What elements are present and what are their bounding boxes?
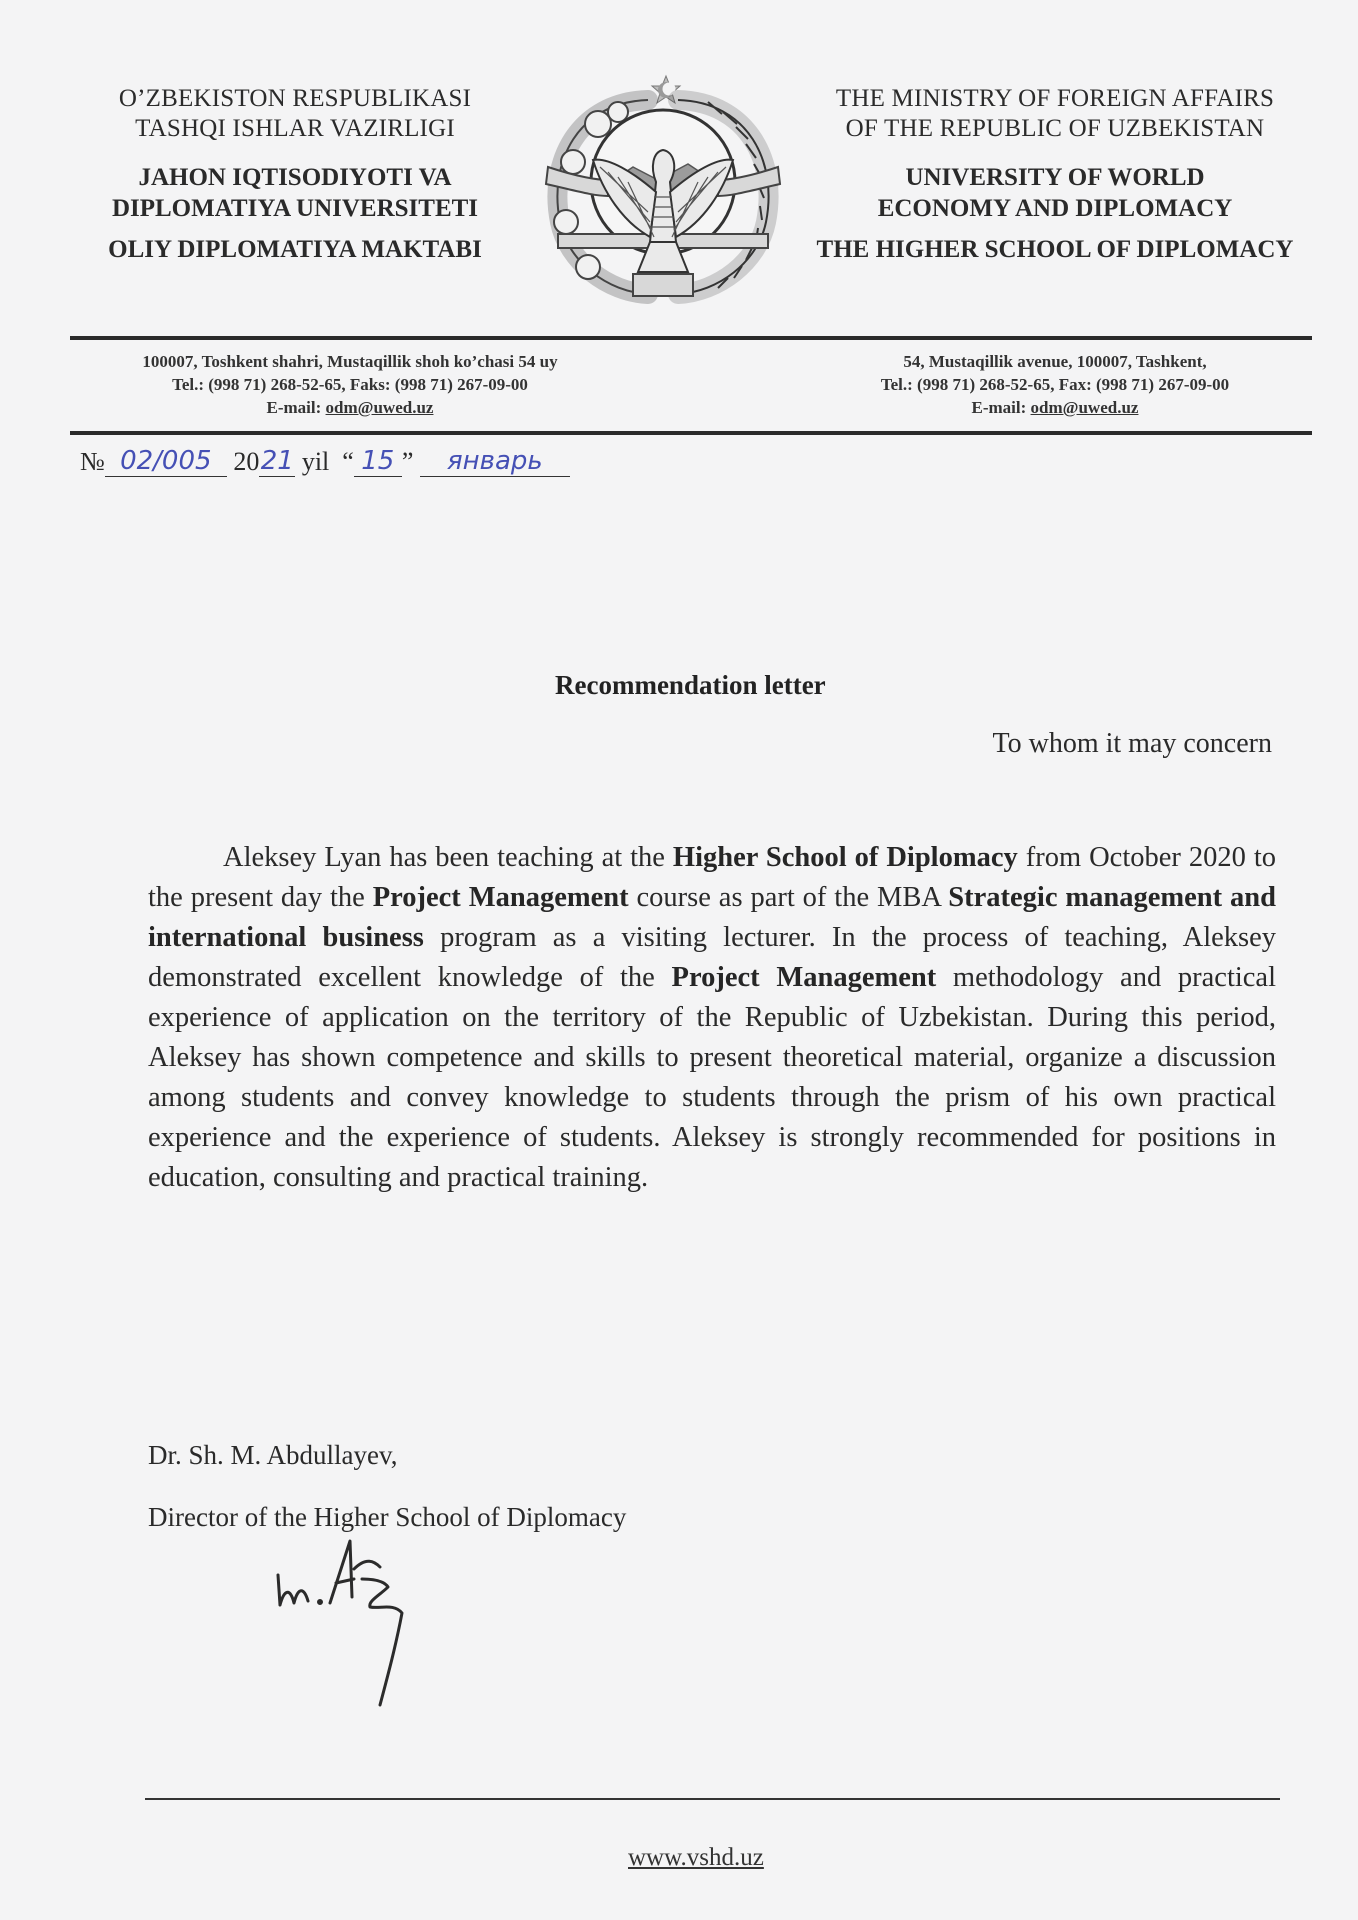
address-en-email-row <box>790 396 1320 419</box>
address-uz-line2: Tel.: (998 71) 268-52-65, Faks: (998 71) 267-09-00 <box>172 375 528 394</box>
address-uz-line1: 100007, Toshkent shahri, Mustaqillik shoh ko’chasi 54 uy <box>142 352 558 371</box>
address-en-line2: Tel.: (998 71) 268-52-65, Fax: (998 71) 267-09-00 <box>880 375 1230 394</box>
year-word: yil <box>301 447 330 476</box>
close-quote: ” <box>401 447 414 476</box>
open-quote: “ <box>342 447 354 476</box>
email-label: E-mail: <box>971 398 1031 417</box>
body-segment: program as a visiting lecturer. In the process of teaching, Aleksey demonstrated excellent knowledge of the <box>148 922 1276 993</box>
handwritten-signature-icon <box>270 1535 510 1715</box>
ministry-name-en-line2: OF THE REPUBLIC OF UZBEKISTAN <box>845 115 1265 142</box>
letterhead-right <box>790 84 1320 265</box>
registration-number: 02/005 <box>120 446 212 476</box>
address-uz-email-row <box>70 396 630 419</box>
letterhead-top-divider <box>70 336 1312 340</box>
letter-title: Recommendation letter <box>555 670 826 700</box>
year-prefix: 20 <box>233 447 260 476</box>
university-name-uz-line2: DIPLOMATIYA UNIVERSITETI <box>111 195 479 222</box>
university-name-en-line1: UNIVERSITY OF WORLD <box>905 164 1205 191</box>
month-field <box>420 446 570 477</box>
body-segment-bold: Higher School of Diplomacy <box>672 842 1018 873</box>
registration-number-field <box>105 446 227 477</box>
state-emblem-icon <box>538 72 788 307</box>
body-segment: course as part of the MBA <box>628 882 949 913</box>
email-label: E-mail: <box>266 398 326 417</box>
registration-line <box>80 446 570 477</box>
year-field <box>259 446 295 477</box>
signatory-name: Dr. Sh. M. Abdullayev, <box>148 1440 398 1470</box>
university-name-en-line2: ECONOMY AND DIPLOMACY <box>877 195 1233 222</box>
university-name-uz-line1: JAHON IQTISODIYOTI VA <box>138 164 452 191</box>
footer-website-link[interactable]: www.vshd.uz <box>628 1844 764 1871</box>
number-sign: № <box>80 447 105 476</box>
ministry-name-en-line1: THE MINISTRY OF FOREIGN AFFAIRS <box>835 85 1275 112</box>
ministry-name-uz-line2: TASHQI ISHLAR VAZIRLIGI <box>135 115 455 142</box>
email-link-uz[interactable]: odm@uwed.uz <box>325 398 434 417</box>
body-segment: Aleksey Lyan has been teaching at the <box>223 842 673 873</box>
ministry-name-uz-line1: O’ZBEKISTON RESPUBLIKASI <box>118 85 472 112</box>
letterhead-left <box>70 84 520 265</box>
letter-body <box>148 838 1276 1198</box>
address-block-en <box>790 350 1320 419</box>
school-name-uz: OLIY DIPLOMATIYA MAKTABI <box>108 236 482 263</box>
address-en-line1: 54, Mustaqillik avenue, 100007, Tashkent, <box>903 352 1207 371</box>
school-name-en: THE HIGHER SCHOOL OF DIPLOMACY <box>816 236 1294 263</box>
body-segment: methodology and practical experience of application on the territory of the Republic of Uzbekistan. During this period, Aleksey has shown competence and skills to present theoretical material, organize a discussion among students and convey knowledge to students through the prism of his own practical experience and the experience of students. Aleksey is strongly recommended for positions in education, consulting and practical training. <box>148 962 1276 1193</box>
salutation: To whom it may concern <box>992 728 1272 759</box>
address-block-uz <box>70 350 630 419</box>
footer-divider <box>145 1798 1280 1800</box>
day: 15 <box>361 446 395 476</box>
body-segment-bold: Project Management <box>671 962 937 993</box>
year-suffix: 21 <box>260 446 294 476</box>
body-segment-bold: Strategic management and international business <box>148 882 1276 953</box>
email-link-en[interactable]: odm@uwed.uz <box>1030 398 1139 417</box>
body-segment: from October 2020 to the present day the <box>148 842 1277 913</box>
day-field <box>354 446 402 477</box>
body-segment-bold: Project Management <box>372 882 629 913</box>
month: январь <box>446 446 543 476</box>
signatory-position: Director of the Higher School of Diplomacy <box>148 1502 627 1532</box>
letterhead-bottom-divider <box>70 431 1312 435</box>
